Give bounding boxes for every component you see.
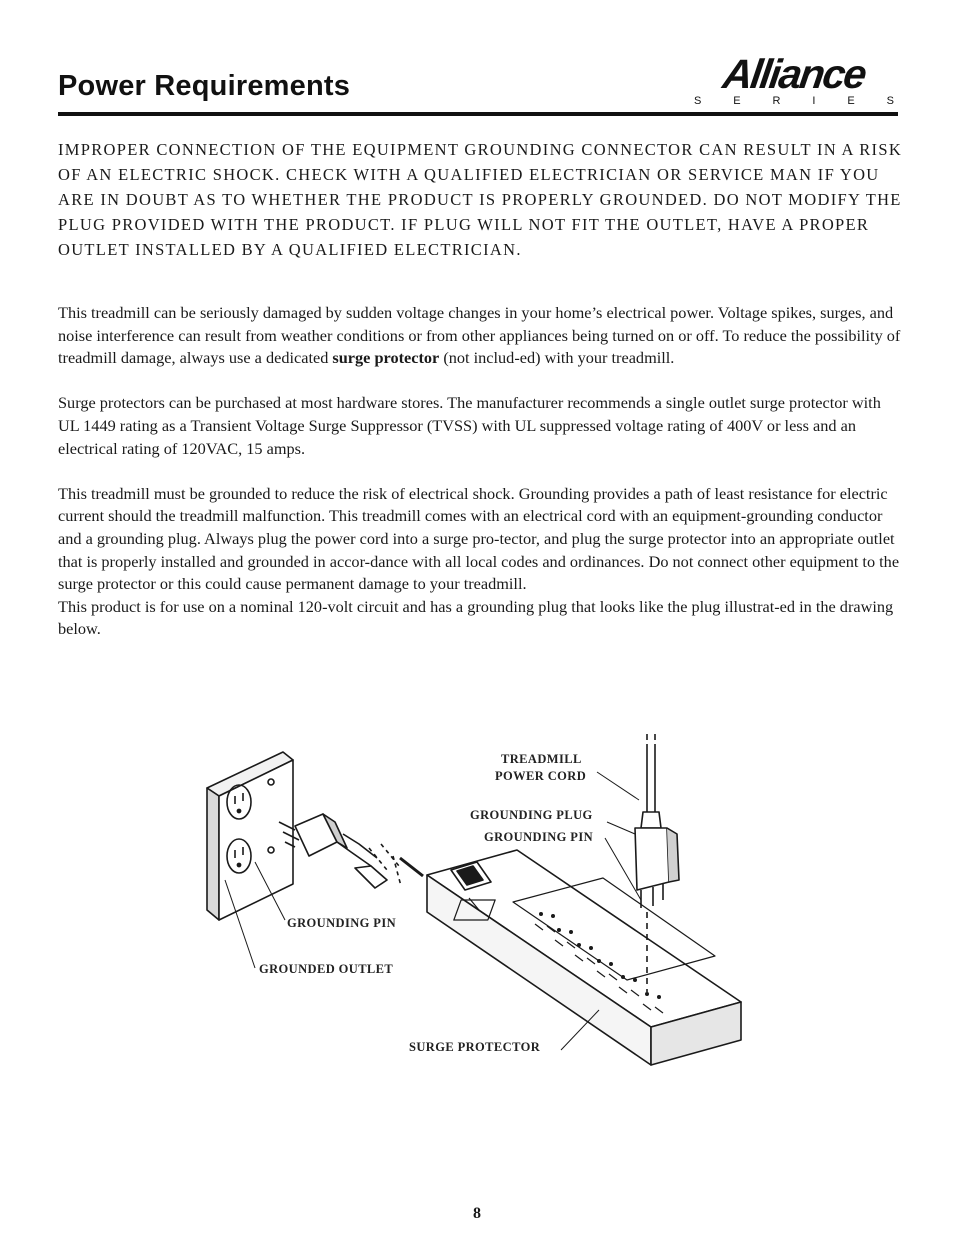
label-grounding-plug: GROUNDING PLUG [470, 808, 593, 822]
logo-letter: S [694, 95, 702, 107]
label-grounding-pin-left: GROUNDING PIN [287, 916, 397, 930]
header-rule [58, 112, 898, 116]
grounding-warning: IMPROPER CONNECTION OF THE EQUIPMENT GROUNDING CONNECTOR CAN RESULT IN A RISK OF AN ELECTRIC SHOCK. CHECK WITH A QUALIFIED ELECTRICIAN OR SERVICE MAN IF YOU ARE IN DOUBT AS TO WHETHER THE PRODUCT IS PROPERLY GROUNDED. DO NOT MODIFY THE PLUG PROVIDED WITH THE PRODUCT. IF PLUG WILL NOT FIT THE OUTLET, HAVE A PROPER OUTLET INSTALLED BY A QUALIFIED ELECTRICIAN. [58, 140, 903, 259]
logo-letter: R [772, 95, 781, 107]
label-power-cord: POWER CORD [495, 769, 587, 783]
grounding-diagram-drawing [195, 730, 755, 1080]
paragraph-circuit: This product is for use on a nominal 120-volt circuit and has a grounding plug that looks like the plug illustrat-ed in the drawing below. [58, 596, 894, 639]
paragraph-text: (not includ-ed) with your treadmill. [439, 348, 675, 368]
surge-protector-emphasis: surge protector [332, 348, 440, 368]
paragraph-surge-rating: Surge protectors can be purchased at most hardware stores. The manufacturer recommends a single outlet surge protector with UL 1449 rating as a Transient Voltage Surge Suppressor (TVSS) with UL suppressed voltage rating of 400V or less and an electrical rating of 120VAC, 15 amps. [58, 393, 881, 458]
surge-protector-cord [400, 858, 423, 876]
logo-letter: E [847, 95, 855, 107]
wall-outlet-illustration [207, 752, 293, 920]
alliance-series-logo [688, 52, 900, 112]
paragraph-gap [58, 370, 903, 393]
logo-letter: S [886, 95, 894, 107]
label-surge-protector: SURGE PROTECTOR [409, 1040, 541, 1054]
label-grounding-pin-right: GROUNDING PIN [484, 830, 594, 844]
body-text [58, 302, 903, 641]
paragraph-grounding: This treadmill must be grounded to reduce the risk of electrical shock. Grounding provides a path of least resistance for electric current should the treadmill malfunction. This treadmill comes with an electrical cord with an equipment-grounding conductor and a grounding plug. Always plug the power cord into a surge pro-tector, and plug the surge protector into an appropriate outlet that is properly installed and grounded in accor-dance with all local codes and ordinances. Do not connect other equipment to the surge protector or this could cause permanent damage to your treadmill. [58, 483, 900, 594]
paragraph-gap [58, 460, 903, 483]
logo-wordmark: Alliance [720, 51, 868, 97]
surge-protector-illustration [427, 850, 741, 1065]
paragraph-surge-intro [58, 302, 903, 370]
logo-letter: I [812, 95, 816, 107]
paragraph-text: This treadmill can be seriously damaged by sudden voltage changes in your home’s electrical power. Voltage spikes, surges, and noise interference can result from weather conditions or from other appliances being turned on or off. To reduce the possibility of treadmill damage, always use a dedicated [58, 303, 901, 368]
label-grounded-outlet: GROUNDED OUTLET [259, 962, 394, 976]
logo-series-letters [694, 95, 894, 107]
page-title: Power Requirements [58, 70, 351, 102]
page-number: 8 [473, 1205, 481, 1222]
label-treadmill: TREADMILL [501, 752, 582, 766]
logo-letter: E [733, 95, 741, 107]
grounding-diagram [195, 730, 755, 1080]
